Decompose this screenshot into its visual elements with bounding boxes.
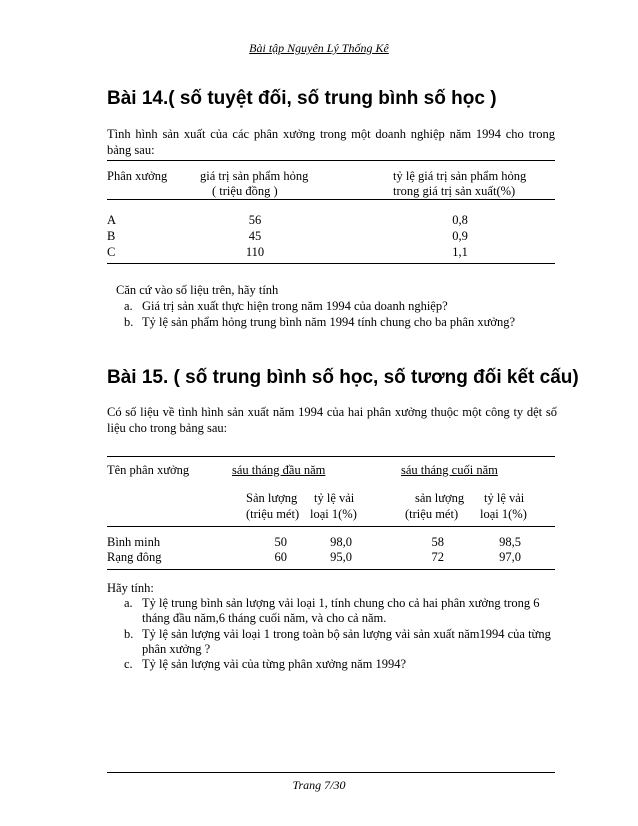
- table-15-sub-output1-line2: (triệu mét): [246, 507, 300, 521]
- exercise-15-lead: Hãy tính:: [107, 581, 154, 595]
- footer-rule: [107, 772, 555, 773]
- table-15-row-rang-dong-o2: 72: [431, 550, 444, 564]
- table-15-top-rule: [107, 456, 555, 457]
- exercise-15-intro: Có số liệu về tình hình sản xuất năm 1994 của hai phân xưởng thuộc một công ty dệt số liệu cho trong bảng sau:: [107, 405, 557, 435]
- table-header-rule: [107, 199, 555, 200]
- table-15-row-rang-dong-r2: 97,0: [499, 550, 521, 564]
- question-15b-label: b.: [124, 627, 134, 641]
- table-row-a-name: A: [107, 213, 117, 227]
- table-row-c-pct: 1,1: [452, 245, 468, 259]
- table-top-rule: [107, 160, 555, 161]
- table-row-a-pct: 0,8: [452, 213, 468, 227]
- table-15-sub-ratio2-line2: loại 1(%): [480, 507, 527, 521]
- table-15-sub-ratio2-line1: tỷ lệ vải: [484, 491, 525, 505]
- table-15-sub-output2-line2: (triệu mét): [405, 507, 459, 521]
- table-row-c-name: C: [107, 245, 116, 259]
- table-row-b-pct: 0,9: [452, 229, 468, 243]
- table-15-bottom-rule: [107, 569, 555, 570]
- table-14-header-col3-line1: tỷ lệ giá trị sản phẩm hỏng: [393, 169, 527, 183]
- table-row-a-value: 56: [248, 213, 262, 227]
- table-15-row-binh-minh-o2: 58: [431, 535, 444, 549]
- page-header: Bài tập Nguyên Lý Thống Kê: [249, 41, 389, 55]
- table-15-sub-output1-line1: Sản lượng: [246, 491, 298, 505]
- table-14-header-col2-line1: giá trị sản phẩm hỏng: [200, 169, 309, 183]
- table-row-b-name: B: [107, 229, 116, 243]
- table-15-row-binh-minh-o1: 50: [274, 535, 287, 549]
- table-15-row-rang-dong-r1: 95,0: [330, 550, 352, 564]
- page-number: Trang 7/30: [292, 778, 346, 792]
- table-14-header-col3-line2: trong giá trị sản xuất(%): [393, 184, 516, 198]
- table-14-header-col2-line2: ( triệu đồng ): [212, 184, 278, 198]
- table-15-row-binh-minh-r1: 98,0: [330, 535, 352, 549]
- table-row-b-value: 45: [248, 229, 262, 243]
- table-14-header-col1: Phân xưởng: [107, 169, 168, 183]
- question-15c: Tỷ lệ sản lượng vải của từng phân xưởng năm 1994?: [142, 657, 407, 671]
- table-15-row-rang-dong-o1: 60: [274, 550, 287, 564]
- question-15b-line2: phân xưởng ?: [142, 642, 211, 656]
- table-15-sub-output2-line1: sản lượng: [415, 491, 465, 505]
- question-14a-label: a.: [124, 299, 133, 313]
- table-15-group-first-half: sáu tháng đầu năm: [232, 463, 326, 477]
- exercise-14-lead: Căn cứ vào số liệu trên, hãy tính: [116, 283, 279, 297]
- question-15a-label: a.: [124, 596, 133, 610]
- question-15c-label: c.: [124, 657, 133, 671]
- table-15-header-rule: [107, 526, 555, 527]
- table-15-sub-ratio1-line2: loại 1(%): [310, 507, 357, 521]
- exercise-15-title: Bài 15. ( số trung bình số học, số tương đối kết cấu): [107, 367, 579, 388]
- table-15-sub-ratio1-line1: tỷ lệ vải: [314, 491, 355, 505]
- question-15b-line1: Tỷ lệ sản lượng vải loại 1 trong toàn bộ sản lượng vải sản xuất năm1994 của từng: [142, 627, 551, 641]
- table-15-header-name: Tên phân xưởng: [107, 463, 190, 477]
- table-15-row-binh-minh-name: Bình minh: [107, 535, 161, 549]
- table-bottom-rule: [107, 263, 555, 264]
- question-15a-line1: Tỷ lệ trung bình sản lượng vải loại 1, tính chung cho cả hai phân xưởng trong 6: [142, 596, 540, 610]
- question-15a-line2: tháng đầu năm,6 tháng cuối năm, và cho cả năm.: [142, 611, 387, 625]
- table-15-row-rang-dong-name: Rạng đông: [107, 550, 162, 564]
- table-15-row-binh-minh-r2: 98,5: [499, 535, 521, 549]
- exercise-14-intro: Tình hình sản xuất của các phân xưởng trong một doanh nghiệp năm 1994 cho trong bảng sau:: [107, 127, 555, 157]
- table-15-group-second-half: sáu tháng cuối năm: [401, 463, 498, 477]
- table-row-c-value: 110: [245, 245, 265, 259]
- question-14b-label: b.: [124, 315, 134, 329]
- exercise-14-title: Bài 14.( số tuyệt đối, số trung bình số học ): [107, 88, 497, 109]
- question-14b: Tỷ lệ sản phẩm hỏng trung bình năm 1994 tính chung cho ba phân xưởng?: [142, 315, 516, 329]
- question-14a: Giá trị sản xuất thực hiện trong năm 1994 của doanh nghiệp?: [142, 299, 448, 313]
